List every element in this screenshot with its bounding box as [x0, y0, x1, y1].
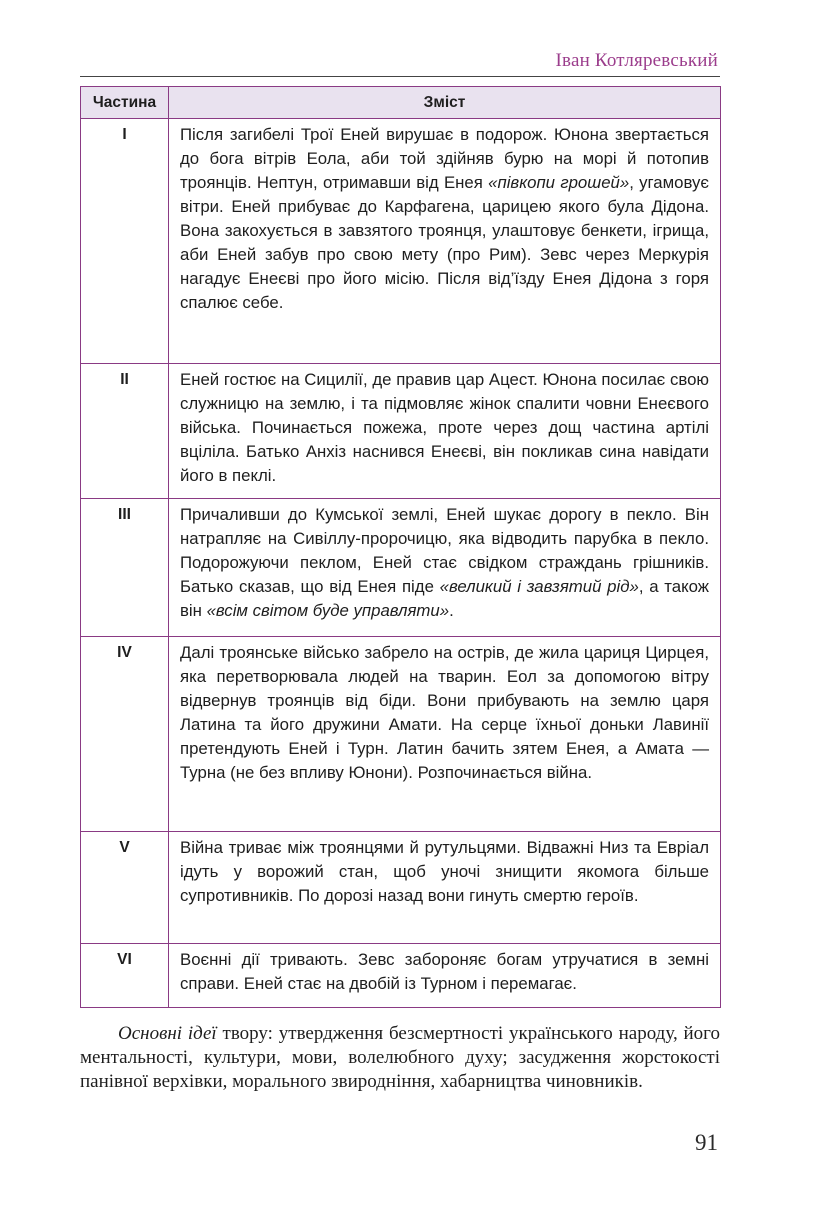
part-summary	[169, 364, 721, 499]
part-number: VI	[81, 944, 169, 1008]
summary-text: , угамовує вітри. Еней прибуває до Карфагена, царицею якого була Дідона. Вона закохується в завзятого троянця, улаштовує бенкети, ігрища, аби Еней забув про свою мету (про Рим). Зевс через Меркурія нагадує Енеєві про його місію. Після від’їзду Енея Дідона з горя спалює себе.	[180, 173, 709, 312]
part-summary	[169, 637, 721, 832]
table-row	[81, 119, 721, 364]
column-header-part: Частина	[81, 87, 169, 119]
summary-text: Причаливши до Кумської землі, Еней шукає дорогу в пекло. Він натрапляє на Сивіллу-пророчицю, яка відводить парубка в пекло. Подорожуючи пеклом, Еней стає свідком страждань грішників. Батько сказав, що від Енея піде	[180, 505, 709, 596]
table-row	[81, 637, 721, 832]
quote-text: «великий і завзятий рід»	[439, 577, 639, 596]
summary-text: Після загибелі Трої Еней вирушає в подорож. Юнона звертається до бога вітрів Еола, аби той здійняв бурю на морі й потопив троянців. Нептун, отримавши від Енея	[180, 125, 709, 192]
part-summary	[169, 119, 721, 364]
main-ideas-paragraph	[80, 1022, 720, 1094]
summary-text: Еней гостює на Сицилії, де правив цар Ацест. Юнона посилає свою служницю на землю, і та підмовляє жінок спалити човни Енеєвого війська. Починається пожежа, проте через дощ частина артілі вціліла. Батько Анхіз наснився Енеєві, він покликав сина навідати його в пеклі.	[180, 370, 709, 485]
part-number: II	[81, 364, 169, 499]
part-number: V	[81, 832, 169, 944]
part-number: III	[81, 499, 169, 637]
table-row	[81, 364, 721, 499]
quote-text: «півкопи грошей»	[488, 173, 630, 192]
part-summary	[169, 832, 721, 944]
table-row	[81, 832, 721, 944]
summary-text: .	[449, 601, 454, 620]
running-title: Іван Котляревський	[555, 50, 718, 71]
table-row	[81, 944, 721, 1008]
summary-text: Воєнні дії тривають. Зевс забороняє богам утручатися в земні справи. Еней стає на двобій із Турном і перемагає.	[180, 950, 709, 993]
summary-text: Війна триває між троянцями й рутульцями. Відважні Низ та Евріал ідуть у ворожий стан, щоб уночі знищити якомога більше супротивників. По дорозі назад вони гинуть смертю героїв.	[180, 838, 709, 905]
main-ideas-text: твору: утвердження безсмертності українського народу, його ментальності, культури, мови, волелюбного духу; засудження жорстокості панівної верхівки, морального звиродніння, хабарництва чиновників.	[80, 1023, 721, 1092]
table-row	[81, 499, 721, 637]
summary-text: Далі троянське військо забрело на острів, де жила цариця Цирцея, яка перетворювала людей на тварин. Еол за допомогою вітру відвернув троянців від біди. Вони прибувають на землю царя Латина та його дружини Амати. На серце їхньої доньки Лавинії претендують Еней і Турн. Латин бачить зятем Енея, а Амата — Турна (не без впливу Юнони). Розпочинається війна.	[180, 643, 709, 782]
summary-text: , а також він	[180, 577, 709, 620]
part-number: I	[81, 119, 169, 364]
part-summary	[169, 944, 721, 1008]
plot-table	[80, 86, 721, 1008]
page-number: 91	[695, 1130, 718, 1155]
part-number: IV	[81, 637, 169, 832]
part-summary	[169, 499, 721, 637]
quote-text: «всім світом буде управляти»	[206, 601, 450, 620]
main-ideas-label: Основні ідеї	[118, 1023, 217, 1044]
header-rule	[80, 76, 720, 77]
column-header-content: Зміст	[169, 87, 721, 119]
table-header-row	[81, 87, 721, 119]
